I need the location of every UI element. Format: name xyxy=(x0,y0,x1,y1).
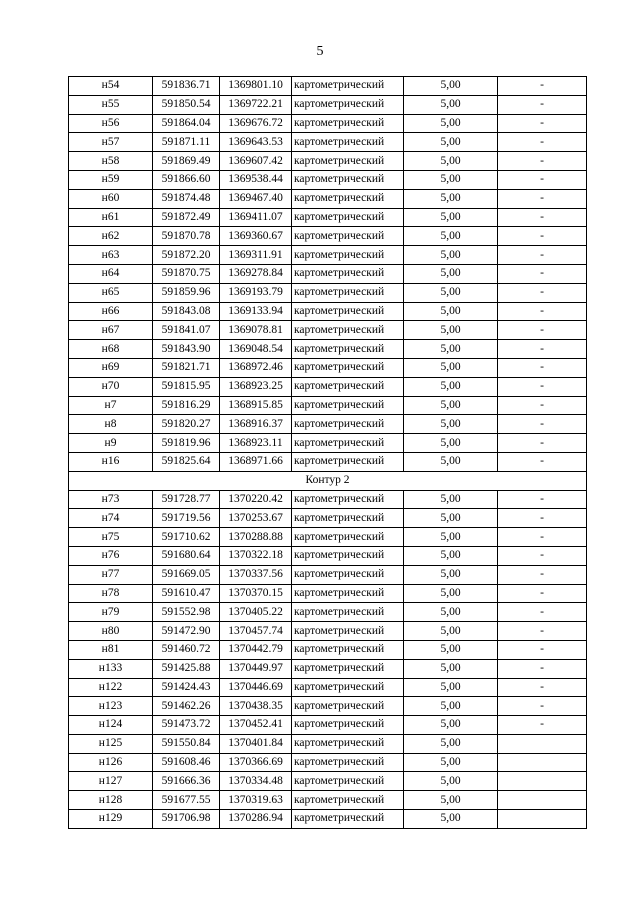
point-id-cell: н57 xyxy=(69,133,153,152)
method-cell: картометрический xyxy=(292,509,404,528)
y-coordinate-cell: 1369538.44 xyxy=(220,170,292,189)
note-cell: - xyxy=(498,377,587,396)
table-row xyxy=(69,358,587,377)
point-id-cell: н8 xyxy=(69,415,153,434)
y-coordinate-cell: 1368915.85 xyxy=(220,396,292,415)
x-coordinate-cell: 591859.96 xyxy=(153,283,220,302)
accuracy-cell: 5,00 xyxy=(404,208,498,227)
x-coordinate-cell: 591473.72 xyxy=(153,716,220,735)
method-cell: картометрический xyxy=(292,283,404,302)
note-cell: - xyxy=(498,678,587,697)
point-id-cell: н9 xyxy=(69,434,153,453)
note-cell: - xyxy=(498,490,587,509)
y-coordinate-cell: 1369411.07 xyxy=(220,208,292,227)
note-cell: - xyxy=(498,321,587,340)
accuracy-cell: 5,00 xyxy=(404,415,498,434)
table-row xyxy=(69,716,587,735)
point-id-cell: н128 xyxy=(69,791,153,810)
note-cell: - xyxy=(498,396,587,415)
x-coordinate-cell: 591669.05 xyxy=(153,565,220,584)
accuracy-cell: 5,00 xyxy=(404,791,498,810)
y-coordinate-cell: 1368923.25 xyxy=(220,377,292,396)
accuracy-cell: 5,00 xyxy=(404,753,498,772)
accuracy-cell: 5,00 xyxy=(404,678,498,697)
method-cell: картометрический xyxy=(292,452,404,471)
method-cell: картометрический xyxy=(292,340,404,359)
y-coordinate-cell: 1368916.37 xyxy=(220,415,292,434)
note-cell: - xyxy=(498,603,587,622)
y-coordinate-cell: 1370288.88 xyxy=(220,528,292,547)
note-cell: - xyxy=(498,114,587,133)
method-cell: картометрический xyxy=(292,321,404,340)
table-row xyxy=(69,396,587,415)
table-row xyxy=(69,603,587,622)
point-id-cell: н70 xyxy=(69,377,153,396)
point-id-cell: н69 xyxy=(69,358,153,377)
y-coordinate-cell: 1370319.63 xyxy=(220,791,292,810)
method-cell: картометрический xyxy=(292,415,404,434)
x-coordinate-cell: 591872.49 xyxy=(153,208,220,227)
method-cell: картометрический xyxy=(292,114,404,133)
method-cell: картометрический xyxy=(292,358,404,377)
table-row xyxy=(69,246,587,265)
x-coordinate-cell: 591874.48 xyxy=(153,189,220,208)
point-id-cell: н77 xyxy=(69,565,153,584)
method-cell: картометрический xyxy=(292,133,404,152)
note-cell: - xyxy=(498,528,587,547)
note-cell: - xyxy=(498,208,587,227)
x-coordinate-cell: 591841.07 xyxy=(153,321,220,340)
method-cell: картометрический xyxy=(292,208,404,227)
accuracy-cell: 5,00 xyxy=(404,377,498,396)
method-cell: картометрический xyxy=(292,622,404,641)
table-row xyxy=(69,283,587,302)
y-coordinate-cell: 1370405.22 xyxy=(220,603,292,622)
accuracy-cell: 5,00 xyxy=(404,283,498,302)
method-cell: картометрический xyxy=(292,264,404,283)
point-id-cell: н133 xyxy=(69,659,153,678)
method-cell: картометрический xyxy=(292,152,404,171)
point-id-cell: н62 xyxy=(69,227,153,246)
y-coordinate-cell: 1370366.69 xyxy=(220,753,292,772)
y-coordinate-cell: 1369360.67 xyxy=(220,227,292,246)
point-id-cell: н76 xyxy=(69,546,153,565)
y-coordinate-cell: 1368971.66 xyxy=(220,452,292,471)
accuracy-cell: 5,00 xyxy=(404,321,498,340)
point-id-cell: н63 xyxy=(69,246,153,265)
x-coordinate-cell: 591825.64 xyxy=(153,452,220,471)
accuracy-cell: 5,00 xyxy=(404,622,498,641)
accuracy-cell: 5,00 xyxy=(404,77,498,96)
table-row xyxy=(69,565,587,584)
accuracy-cell: 5,00 xyxy=(404,452,498,471)
y-coordinate-cell: 1369078.81 xyxy=(220,321,292,340)
y-coordinate-cell: 1368972.46 xyxy=(220,358,292,377)
x-coordinate-cell: 591608.46 xyxy=(153,753,220,772)
point-id-cell: н54 xyxy=(69,77,153,96)
y-coordinate-cell: 1370438.35 xyxy=(220,697,292,716)
accuracy-cell: 5,00 xyxy=(404,546,498,565)
accuracy-cell: 5,00 xyxy=(404,189,498,208)
x-coordinate-cell: 591424.43 xyxy=(153,678,220,697)
note-cell: - xyxy=(498,264,587,283)
x-coordinate-cell: 591550.84 xyxy=(153,734,220,753)
method-cell: картометрический xyxy=(292,659,404,678)
method-cell: картометрический xyxy=(292,565,404,584)
table-row xyxy=(69,678,587,697)
note-cell: - xyxy=(498,452,587,471)
method-cell: картометрический xyxy=(292,434,404,453)
table-row xyxy=(69,377,587,396)
table-row xyxy=(69,659,587,678)
y-coordinate-cell: 1370322.18 xyxy=(220,546,292,565)
y-coordinate-cell: 1370401.84 xyxy=(220,734,292,753)
note-cell: - xyxy=(498,697,587,716)
table-row xyxy=(69,546,587,565)
method-cell: картометрический xyxy=(292,396,404,415)
note-cell: - xyxy=(498,622,587,641)
accuracy-cell: 5,00 xyxy=(404,264,498,283)
accuracy-cell: 5,00 xyxy=(404,565,498,584)
point-id-cell: н58 xyxy=(69,152,153,171)
x-coordinate-cell: 591843.90 xyxy=(153,340,220,359)
table-row xyxy=(69,152,587,171)
point-id-cell: н124 xyxy=(69,716,153,735)
note-cell xyxy=(498,772,587,791)
y-coordinate-cell: 1370446.69 xyxy=(220,678,292,697)
method-cell: картометрический xyxy=(292,528,404,547)
x-coordinate-cell: 591666.36 xyxy=(153,772,220,791)
section-header-row xyxy=(69,471,587,490)
table-row xyxy=(69,434,587,453)
accuracy-cell: 5,00 xyxy=(404,170,498,189)
note-cell: - xyxy=(498,659,587,678)
accuracy-cell: 5,00 xyxy=(404,603,498,622)
x-coordinate-cell: 591462.26 xyxy=(153,697,220,716)
note-cell: - xyxy=(498,246,587,265)
y-coordinate-cell: 1370370.15 xyxy=(220,584,292,603)
x-coordinate-cell: 591872.20 xyxy=(153,246,220,265)
x-coordinate-cell: 591680.64 xyxy=(153,546,220,565)
accuracy-cell: 5,00 xyxy=(404,528,498,547)
y-coordinate-cell: 1370457.74 xyxy=(220,622,292,641)
y-coordinate-cell: 1369048.54 xyxy=(220,340,292,359)
point-id-cell: н75 xyxy=(69,528,153,547)
accuracy-cell: 5,00 xyxy=(404,95,498,114)
accuracy-cell: 5,00 xyxy=(404,227,498,246)
table-row xyxy=(69,697,587,716)
method-cell: картометрический xyxy=(292,170,404,189)
accuracy-cell: 5,00 xyxy=(404,772,498,791)
method-cell: картометрический xyxy=(292,584,404,603)
point-id-cell: н61 xyxy=(69,208,153,227)
note-cell: - xyxy=(498,152,587,171)
y-coordinate-cell: 1369467.40 xyxy=(220,189,292,208)
method-cell: картометрический xyxy=(292,603,404,622)
table-row xyxy=(69,528,587,547)
note-cell: - xyxy=(498,133,587,152)
table-row xyxy=(69,133,587,152)
method-cell: картометрический xyxy=(292,246,404,265)
x-coordinate-cell: 591610.47 xyxy=(153,584,220,603)
accuracy-cell: 5,00 xyxy=(404,114,498,133)
point-id-cell: н129 xyxy=(69,810,153,829)
point-id-cell: н66 xyxy=(69,302,153,321)
note-cell xyxy=(498,734,587,753)
point-id-cell: н126 xyxy=(69,753,153,772)
method-cell: картометрический xyxy=(292,227,404,246)
point-id-cell: н60 xyxy=(69,189,153,208)
table-row xyxy=(69,753,587,772)
table-row xyxy=(69,340,587,359)
y-coordinate-cell: 1370452.41 xyxy=(220,716,292,735)
point-id-cell: н123 xyxy=(69,697,153,716)
point-id-cell: н125 xyxy=(69,734,153,753)
table-row xyxy=(69,170,587,189)
table-row xyxy=(69,791,587,810)
x-coordinate-cell: 591864.04 xyxy=(153,114,220,133)
x-coordinate-cell: 591821.71 xyxy=(153,358,220,377)
note-cell: - xyxy=(498,640,587,659)
table-row xyxy=(69,189,587,208)
x-coordinate-cell: 591870.78 xyxy=(153,227,220,246)
point-id-cell: н64 xyxy=(69,264,153,283)
method-cell: картометрический xyxy=(292,490,404,509)
note-cell: - xyxy=(498,546,587,565)
table-row xyxy=(69,415,587,434)
y-coordinate-cell: 1370442.79 xyxy=(220,640,292,659)
note-cell: - xyxy=(498,95,587,114)
y-coordinate-cell: 1369133.94 xyxy=(220,302,292,321)
note-cell: - xyxy=(498,434,587,453)
method-cell: картометрический xyxy=(292,640,404,659)
method-cell: картометрический xyxy=(292,753,404,772)
method-cell: картометрический xyxy=(292,77,404,96)
table-row xyxy=(69,95,587,114)
y-coordinate-cell: 1369607.42 xyxy=(220,152,292,171)
accuracy-cell: 5,00 xyxy=(404,734,498,753)
y-coordinate-cell: 1369801.10 xyxy=(220,77,292,96)
x-coordinate-cell: 591710.62 xyxy=(153,528,220,547)
point-id-cell: н7 xyxy=(69,396,153,415)
accuracy-cell: 5,00 xyxy=(404,152,498,171)
x-coordinate-cell: 591819.96 xyxy=(153,434,220,453)
x-coordinate-cell: 591460.72 xyxy=(153,640,220,659)
table-row xyxy=(69,77,587,96)
accuracy-cell: 5,00 xyxy=(404,396,498,415)
table-row xyxy=(69,302,587,321)
method-cell: картометрический xyxy=(292,189,404,208)
point-id-cell: н122 xyxy=(69,678,153,697)
table-row xyxy=(69,622,587,641)
accuracy-cell: 5,00 xyxy=(404,133,498,152)
coordinates-table xyxy=(68,76,587,829)
note-cell: - xyxy=(498,358,587,377)
y-coordinate-cell: 1369722.21 xyxy=(220,95,292,114)
method-cell: картометрический xyxy=(292,716,404,735)
x-coordinate-cell: 591706.98 xyxy=(153,810,220,829)
point-id-cell: н79 xyxy=(69,603,153,622)
note-cell xyxy=(498,791,587,810)
accuracy-cell: 5,00 xyxy=(404,302,498,321)
x-coordinate-cell: 591843.08 xyxy=(153,302,220,321)
table-row xyxy=(69,227,587,246)
note-cell: - xyxy=(498,170,587,189)
method-cell: картометрический xyxy=(292,734,404,753)
y-coordinate-cell: 1368923.11 xyxy=(220,434,292,453)
x-coordinate-cell: 591820.27 xyxy=(153,415,220,434)
method-cell: картометрический xyxy=(292,377,404,396)
table-row xyxy=(69,452,587,471)
y-coordinate-cell: 1370449.97 xyxy=(220,659,292,678)
x-coordinate-cell: 591472.90 xyxy=(153,622,220,641)
table-row xyxy=(69,810,587,829)
note-cell: - xyxy=(498,302,587,321)
table-row xyxy=(69,208,587,227)
method-cell: картометрический xyxy=(292,772,404,791)
method-cell: картометрический xyxy=(292,546,404,565)
note-cell xyxy=(498,753,587,772)
accuracy-cell: 5,00 xyxy=(404,358,498,377)
x-coordinate-cell: 591836.71 xyxy=(153,77,220,96)
accuracy-cell: 5,00 xyxy=(404,434,498,453)
y-coordinate-cell: 1370253.67 xyxy=(220,509,292,528)
coordinates-table-body xyxy=(69,77,587,829)
y-coordinate-cell: 1369311.91 xyxy=(220,246,292,265)
x-coordinate-cell: 591869.49 xyxy=(153,152,220,171)
x-coordinate-cell: 591816.29 xyxy=(153,396,220,415)
point-id-cell: н67 xyxy=(69,321,153,340)
x-coordinate-cell: 591815.95 xyxy=(153,377,220,396)
x-coordinate-cell: 591871.11 xyxy=(153,133,220,152)
table-row xyxy=(69,509,587,528)
note-cell: - xyxy=(498,716,587,735)
note-cell: - xyxy=(498,189,587,208)
point-id-cell: н74 xyxy=(69,509,153,528)
section-title: Контур 2 xyxy=(69,471,587,490)
note-cell: - xyxy=(498,415,587,434)
accuracy-cell: 5,00 xyxy=(404,584,498,603)
point-id-cell: н55 xyxy=(69,95,153,114)
method-cell: картометрический xyxy=(292,302,404,321)
page-number: 5 xyxy=(316,44,324,59)
point-id-cell: н81 xyxy=(69,640,153,659)
accuracy-cell: 5,00 xyxy=(404,810,498,829)
method-cell: картометрический xyxy=(292,791,404,810)
x-coordinate-cell: 591728.77 xyxy=(153,490,220,509)
y-coordinate-cell: 1370334.48 xyxy=(220,772,292,791)
point-id-cell: н78 xyxy=(69,584,153,603)
table-row xyxy=(69,734,587,753)
x-coordinate-cell: 591870.75 xyxy=(153,264,220,283)
accuracy-cell: 5,00 xyxy=(404,340,498,359)
note-cell: - xyxy=(498,283,587,302)
point-id-cell: н73 xyxy=(69,490,153,509)
note-cell xyxy=(498,810,587,829)
table-row xyxy=(69,640,587,659)
y-coordinate-cell: 1369676.72 xyxy=(220,114,292,133)
note-cell: - xyxy=(498,340,587,359)
y-coordinate-cell: 1370220.42 xyxy=(220,490,292,509)
point-id-cell: н16 xyxy=(69,452,153,471)
note-cell: - xyxy=(498,227,587,246)
note-cell: - xyxy=(498,584,587,603)
point-id-cell: н127 xyxy=(69,772,153,791)
table-row xyxy=(69,490,587,509)
x-coordinate-cell: 591850.54 xyxy=(153,95,220,114)
point-id-cell: н68 xyxy=(69,340,153,359)
method-cell: картометрический xyxy=(292,678,404,697)
note-cell: - xyxy=(498,509,587,528)
y-coordinate-cell: 1369643.53 xyxy=(220,133,292,152)
x-coordinate-cell: 591425.88 xyxy=(153,659,220,678)
accuracy-cell: 5,00 xyxy=(404,509,498,528)
table-row xyxy=(69,584,587,603)
accuracy-cell: 5,00 xyxy=(404,490,498,509)
table-row xyxy=(69,114,587,133)
y-coordinate-cell: 1370286.94 xyxy=(220,810,292,829)
method-cell: картометрический xyxy=(292,810,404,829)
accuracy-cell: 5,00 xyxy=(404,640,498,659)
method-cell: картометрический xyxy=(292,95,404,114)
point-id-cell: н65 xyxy=(69,283,153,302)
y-coordinate-cell: 1369193.79 xyxy=(220,283,292,302)
point-id-cell: н56 xyxy=(69,114,153,133)
x-coordinate-cell: 591866.60 xyxy=(153,170,220,189)
x-coordinate-cell: 591677.55 xyxy=(153,791,220,810)
note-cell: - xyxy=(498,565,587,584)
table-row xyxy=(69,321,587,340)
x-coordinate-cell: 591719.56 xyxy=(153,509,220,528)
y-coordinate-cell: 1369278.84 xyxy=(220,264,292,283)
accuracy-cell: 5,00 xyxy=(404,659,498,678)
y-coordinate-cell: 1370337.56 xyxy=(220,565,292,584)
accuracy-cell: 5,00 xyxy=(404,246,498,265)
x-coordinate-cell: 591552.98 xyxy=(153,603,220,622)
accuracy-cell: 5,00 xyxy=(404,716,498,735)
method-cell: картометрический xyxy=(292,697,404,716)
point-id-cell: н80 xyxy=(69,622,153,641)
point-id-cell: н59 xyxy=(69,170,153,189)
note-cell: - xyxy=(498,77,587,96)
accuracy-cell: 5,00 xyxy=(404,697,498,716)
table-row xyxy=(69,264,587,283)
table-row xyxy=(69,772,587,791)
